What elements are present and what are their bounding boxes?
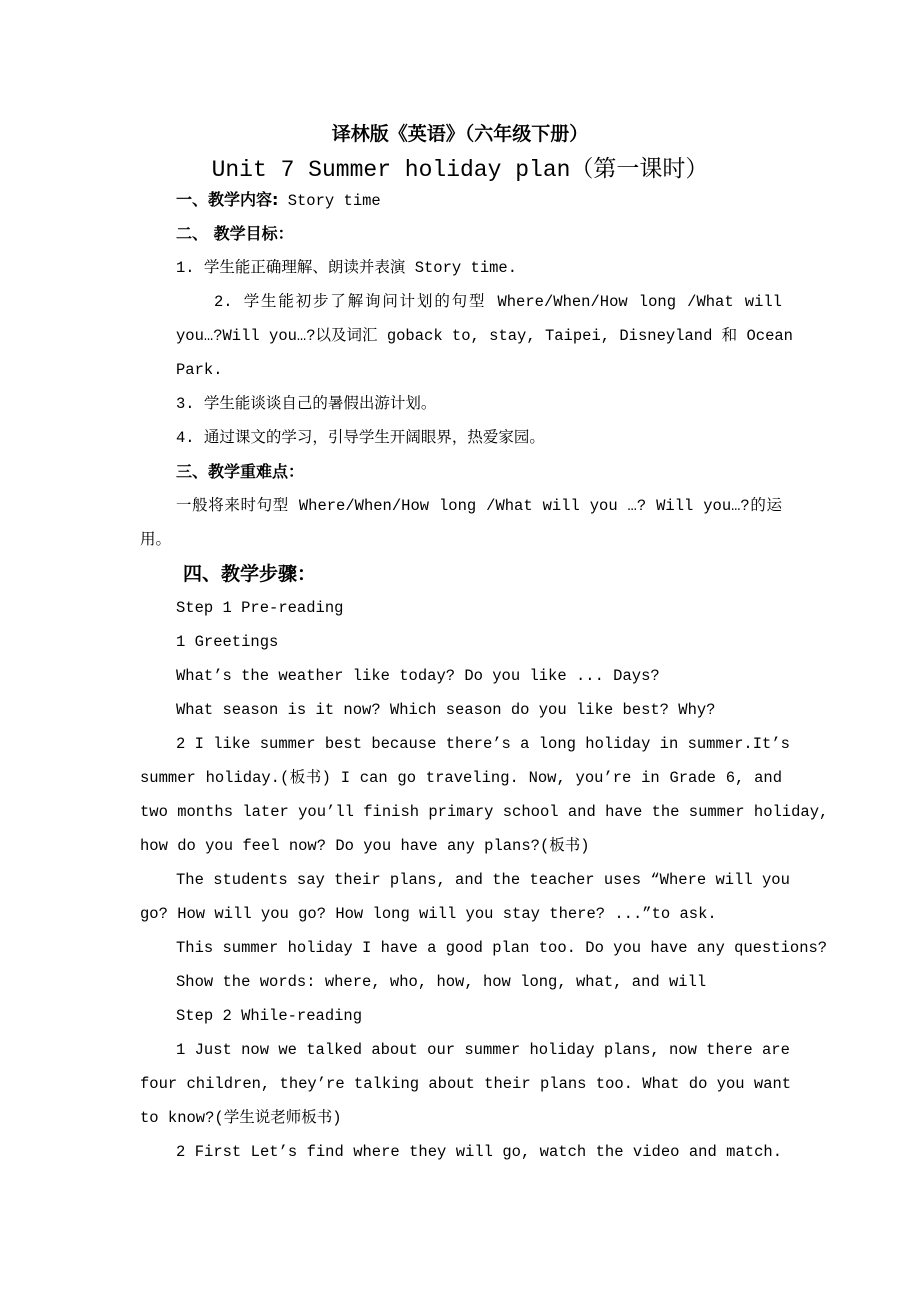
document-title: 译林版《英语》（六年级下册） [331,123,589,145]
step-line: The students say their plans, and the teacher uses “Where will you [176,871,790,889]
step-line: This summer holiday I have a good plan too. Do you have any questions? [176,939,828,957]
key-points-line-1: 一般将来时句型 Where/When/How long /What will you …? Will you…?的运 [176,497,782,515]
step-line: go? How will you go? How long will you stay there? ...”to ask. [140,905,717,923]
step-line: Show the words: where, who, how, how long, what, and will [176,973,707,991]
objective-2-line-2: you…?Will you…?以及词汇 goback to, stay, Taipei, Disneyland 和 Ocean [176,327,793,345]
step-line: What’s the weather like today? Do you like ... Days? [176,667,660,685]
teaching-content-value: Story time [278,192,381,210]
objective-2-line-1: 2. 学生能初步了解询问计划的句型 Where/When/How long /What will [214,293,782,311]
step-line: how do you feel now? Do you have any plans?(板书) [140,837,590,855]
teaching-content-label: 一、教学内容: [176,190,279,209]
key-points-line-2: 用。 [140,531,172,549]
objective-2-line-3: Park. [176,361,223,379]
objective-4: 4. 通过课文的学习，引导学生开阔眼界，热爱家园。 [176,429,545,447]
objective-3: 3. 学生能谈谈自己的暑假出游计划。 [176,395,437,413]
step-line: Step 2 While-reading [176,1007,363,1025]
step-line: 2 First Let’s find where they will go, watch the video and match. [176,1143,782,1161]
step-line: Step 1 Pre-reading [176,599,344,617]
objective-1: 1. 学生能正确理解、朗读并表演 Story time. [176,259,518,277]
document-subtitle: Unit 7 Summer holiday plan（第一课时） [211,157,709,183]
teaching-content [176,190,381,211]
key-points-heading: 三、教学重难点： [176,462,305,481]
step-line: 1 Just now we talked about our summer holiday plans, now there are [176,1041,790,1059]
objectives-heading: 二、 教学目标： [176,224,294,243]
step-line: two months later you’ll finish primary school and have the summer holiday, [140,803,829,821]
steps-heading: 四、教学步骤： [183,563,317,585]
step-line: 2 I like summer best because there’s a long holiday in summer.It’s [176,735,790,753]
step-line: summer holiday.(板书) I can go traveling. Now, you’re in Grade 6, and [140,769,782,787]
step-line: four children, they’re talking about their plans too. What do you want [140,1075,792,1093]
step-line: What season is it now? Which season do you like best? Why? [176,701,716,719]
step-line: 1 Greetings [176,633,279,651]
step-line: to know?(学生说老师板书) [140,1109,342,1127]
